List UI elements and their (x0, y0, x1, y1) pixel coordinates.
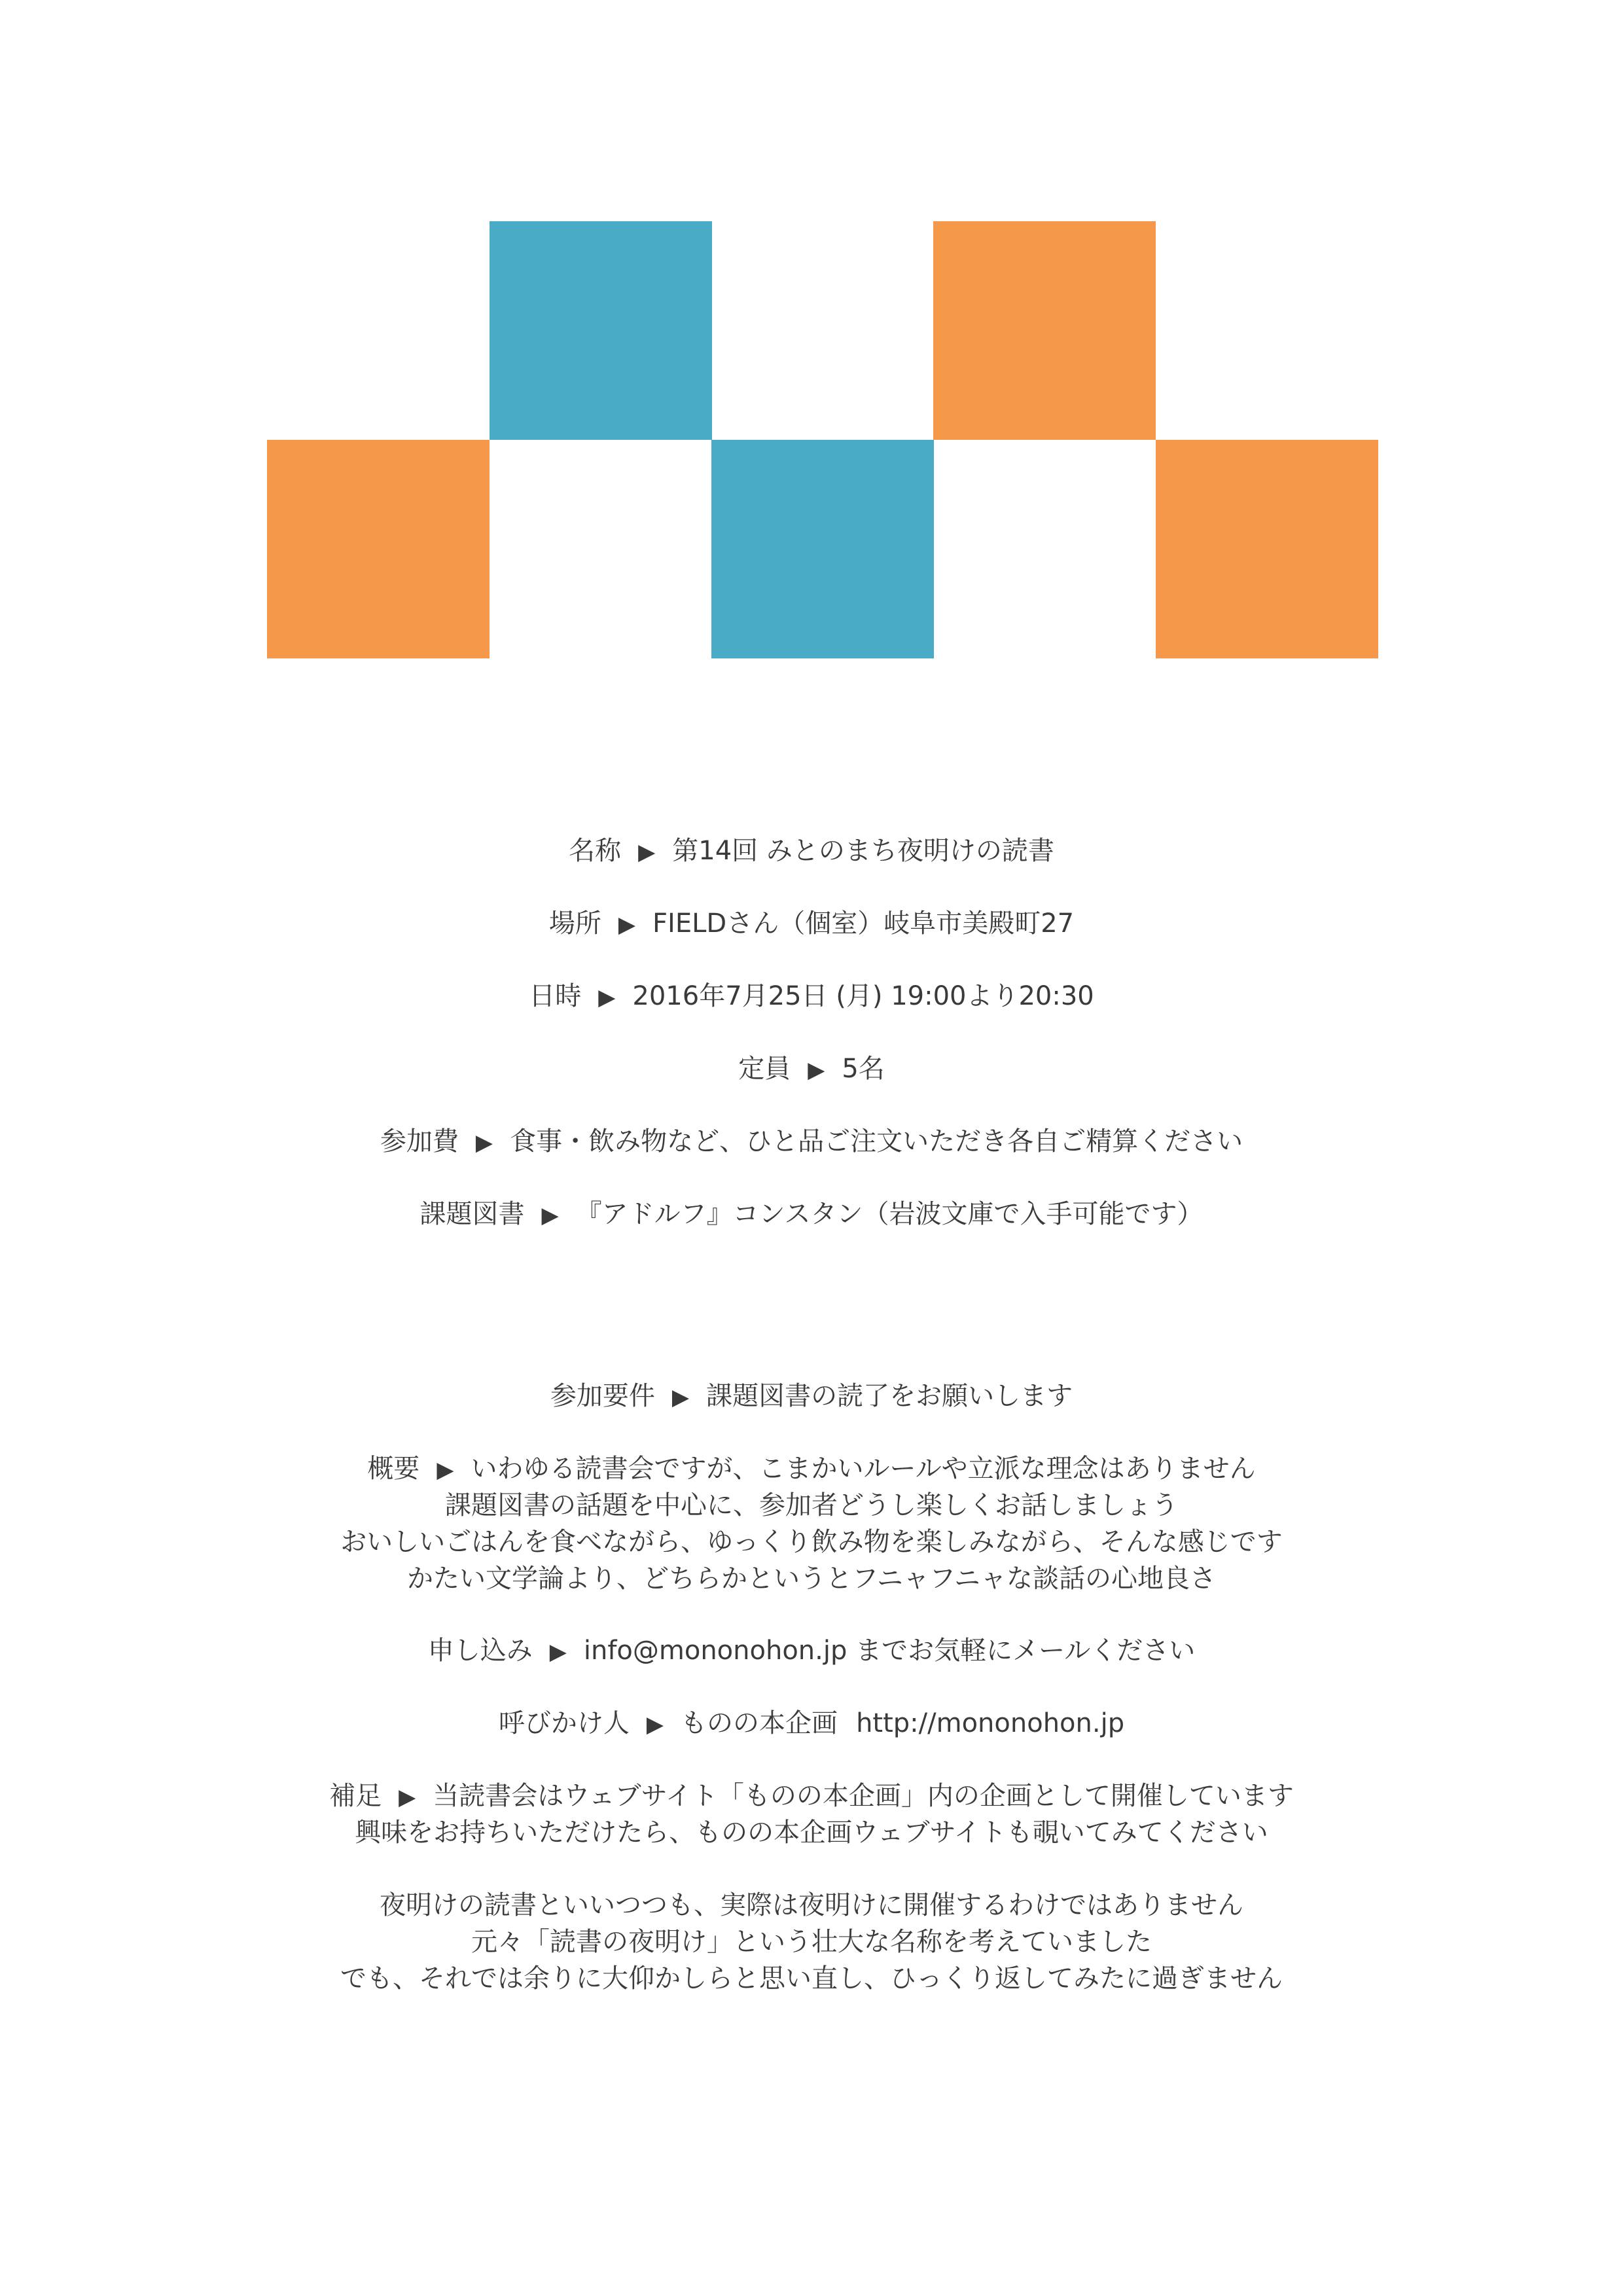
organizer-label: 呼びかけ人 (498, 1708, 630, 1738)
detail-capacity-label: 定員 (738, 1054, 791, 1084)
arrow-icon: ▶ (808, 1057, 825, 1083)
detail-place-value: FIELDさん（個室）岐阜市美殿町27 (652, 908, 1075, 939)
requirements-label: 参加要件 (550, 1381, 655, 1411)
note-line: でも、それでは余りに大仰かしらと思い直し、ひっくり返してみたに過ぎません (340, 1964, 1283, 1994)
detail-fee-value: 食事・飲み物など、ひと品ご注文いただき各自ご精算ください (510, 1126, 1243, 1157)
arrow-icon: ▶ (598, 984, 616, 1011)
note-line: 興味をお持ちいただけたら、ものの本企画ウェブサイトも覗いてみてください (355, 1818, 1268, 1848)
detail-datetime-value: 2016年7月25日 (月) 19:00より20:30 (632, 981, 1094, 1011)
arrow-icon: ▶ (399, 1784, 416, 1810)
logo-block-orange-top (933, 221, 1156, 440)
detail-book (0, 1196, 1623, 1234)
detail-book-value: 『アドルフ』コンスタン（岩波文庫で入手可能です） (575, 1199, 1204, 1229)
detail-name (0, 833, 1623, 870)
arrow-icon: ▶ (646, 1712, 664, 1738)
apply (0, 1632, 1623, 1670)
arrow-icon: ▶ (638, 839, 656, 865)
logo-block-blue-center (711, 440, 934, 658)
arrow-icon: ▶ (671, 1384, 690, 1410)
detail-place-label: 場所 (548, 908, 601, 939)
arrow-icon: ▶ (437, 1457, 454, 1483)
logo-block-blue-top (490, 221, 712, 440)
detail-fee-label: 参加費 (380, 1126, 459, 1157)
note-label: 補足 (329, 1781, 382, 1811)
apply-value: info@mononohon.jp までお気軽にメールください (583, 1636, 1196, 1666)
overview-line: おいしいごはんを食べながら、ゆっくり飲み物を楽しみながら、そんな感じです (340, 1527, 1283, 1557)
detail-book-label: 課題図書 (419, 1199, 525, 1229)
arrow-icon: ▶ (541, 1202, 559, 1229)
arrow-icon: ▶ (549, 1639, 567, 1665)
note-line: 夜明けの読書といいつつも、実際は夜明けに開催するわけではありません (380, 1890, 1243, 1920)
organizer-url[interactable]: http://mononohon.jp (856, 1708, 1125, 1738)
overview-line: 課題図書の話題を中心に、参加者どうし楽しくお話しましょう (445, 1490, 1178, 1520)
requirements-value: 課題図書の読了をお願いします (706, 1381, 1073, 1411)
detail-fee (0, 1123, 1623, 1161)
organizer (0, 1705, 1623, 1743)
detail-place (0, 905, 1623, 943)
detail-name-label: 名称 (569, 836, 622, 866)
overview-line: かたい文学論より、どちらかというとフニャフニャな談話の心地良さ (407, 1564, 1216, 1594)
detail-capacity (0, 1050, 1623, 1088)
arrow-icon: ▶ (618, 912, 636, 938)
detail-capacity-value: 5名 (842, 1054, 885, 1084)
logo-block-orange-right (1156, 440, 1378, 658)
arrow-icon: ▶ (475, 1130, 493, 1156)
overview (0, 1450, 1623, 1488)
requirements (0, 1378, 1623, 1416)
note-line: 当読書会はウェブサイト「ものの本企画」内の企画として開催しています (433, 1781, 1294, 1811)
note-line: 元々「読書の夜明け」という壮大な名称を考えていました (471, 1927, 1152, 1957)
logo-block-orange-left (267, 440, 490, 658)
detail-datetime (0, 978, 1623, 1016)
overview-line: いわゆる読書会ですが、こまかいルールや立派な理念はありません (471, 1454, 1256, 1484)
overview-label: 概要 (367, 1454, 420, 1484)
organizer-value: ものの本企画 (681, 1708, 838, 1738)
detail-name-value: 第14回 みとのまち夜明けの読書 (672, 836, 1054, 866)
note (0, 1778, 1623, 1816)
apply-label: 申し込み (427, 1636, 533, 1666)
detail-datetime-label: 日時 (529, 981, 582, 1011)
